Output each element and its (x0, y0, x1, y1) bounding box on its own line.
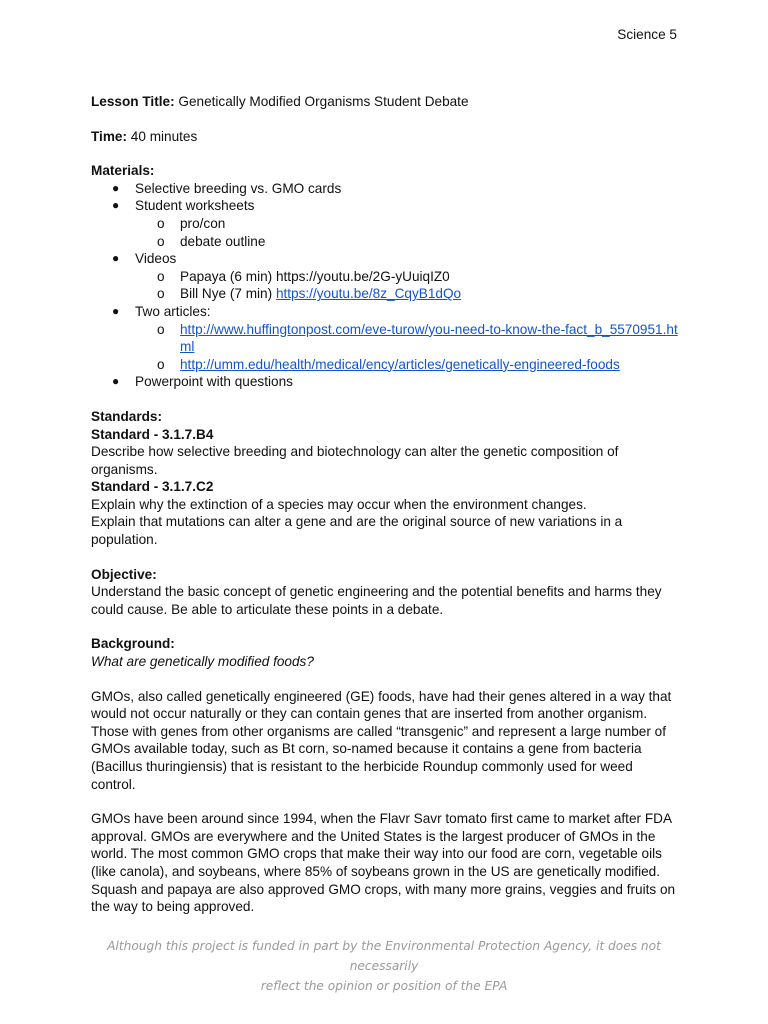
background-paragraph-2: GMOs have been around since 1994, when the Flavr Savr tomato first came to market after FDA approval. GMOs are everywhere and the United States is the largest producer of GMOs in the world. The most common GMO crops that make their way into our food are corn, vegetable oils (like canola), and soybeans, where 85% of soybeans grown in the US are genetically modified. Squash and papaya are also approved GMO crops, with many more grains, veggies and fruits on the way to being approved. (91, 811, 676, 915)
sub-bullet-icon: o (157, 233, 165, 249)
lesson-plan (91, 93, 681, 916)
lesson-title-line (91, 93, 681, 111)
standard-2-text-1: Explain why the extinction of a species may occur when the environment changes. (91, 496, 587, 512)
sub-list (135, 215, 681, 250)
sub-list-item: o pro/con (157, 215, 226, 231)
sub-list (135, 321, 681, 374)
bullet-icon: ● (112, 180, 120, 195)
sub-bullet-icon: o (157, 215, 165, 231)
background-question: What are genetically modified foods? (91, 654, 314, 670)
sub-bullet-icon: o (157, 321, 165, 337)
bullet-icon: ● (112, 303, 120, 318)
bullet-icon: ● (112, 251, 120, 266)
sub-list-item (135, 268, 681, 286)
papaya-video: Papaya (6 min) https://youtu.be/2G-yUuiqIZ0 (180, 268, 450, 284)
sub-bullet-icon: o (157, 356, 165, 372)
umm-article-link[interactable]: http://umm.edu/health/medical/ency/articles/genetically-engineered-foods (180, 356, 620, 372)
objective-heading: Objective: (91, 566, 157, 582)
objective-text: Understand the basic concept of genetic engineering and the potential benefits and harms they could cause. Be able to articulate these points in a debate. (91, 584, 662, 617)
disclaimer-line-1: Although this project is funded in part by the Environmental Protection Agency, it does not necessarily (107, 939, 661, 973)
lesson-title-label: Lesson Title: (91, 94, 175, 109)
sub-bullet-icon: o (157, 286, 165, 302)
sub-list (135, 268, 681, 303)
funding-disclaimer (90, 936, 678, 996)
sub-list-item: o debate outline (157, 233, 266, 249)
sub-list-item: o Bill Nye (7 min) https://youtu.be/8z_CqyB1dQo (157, 286, 462, 302)
huffingtonpost-article-link[interactable]: http://www.huffingtonpost.com/eve-turow/you-need-to-know-the-fact_b_5570951.html (180, 321, 678, 355)
standard-2-text-2: Explain that mutations can alter a gene and are the original source of new variations in a population. (91, 514, 623, 548)
sub-list-item (135, 321, 681, 356)
standard-1-text: Describe how selective breeding and biotechnology can alter the genetic composition of organisms. (91, 444, 619, 477)
time-line (91, 128, 681, 146)
sub-list-item (135, 356, 681, 374)
standard-2-title: Standard - 3.1.7.C2 (91, 479, 214, 495)
time-value: 40 minutes (130, 128, 198, 144)
list-item: ● Videos o Papaya (6 min) https://youtu.be/2G-yUuiqIZ0 o Bill Nye (7 min) https://youtu.be/8z_CqyB1dQo (91, 250, 681, 303)
standard-1-title: Standard - 3.1.7.B4 (91, 426, 214, 442)
list-item: ● Selective breeding vs. GMO cards (112, 180, 342, 196)
bullet-icon: ● (112, 374, 120, 389)
background-heading: Background: (91, 636, 175, 652)
disclaimer-line-2: reflect the opinion or position of the EPA (260, 979, 508, 993)
background-paragraph-1: GMOs, also called genetically engineered (GE) foods, have had their genes altered in a way that would not occur naturally or they can contain genes that are inserted from another organism. Those with genes from other organisms are called “transgenic” and represent a large number of GMOs available today, such as Bt corn, so-named because it contains a gene from bacteria (Bacillus thuringiensis) that is resistant to the herbicide Roundup commonly used for weed control. (91, 688, 672, 792)
bill-nye-video-link[interactable]: https://youtu.be/8z_CqyB1dQo (275, 286, 462, 302)
list-item: ● Powerpoint with questions (112, 374, 293, 390)
bullet-icon: ● (112, 198, 120, 213)
materials-list (91, 180, 681, 391)
standards-heading: Standards: (91, 408, 163, 424)
materials-heading: Materials: (91, 163, 155, 179)
sub-bullet-icon: o (157, 268, 165, 284)
list-item: ● Student worksheets o pro/con o debate outline (91, 197, 681, 250)
time-label: Time: (91, 128, 128, 144)
lesson-title: Genetically Modified Organisms Student Debate (178, 94, 469, 109)
page-header: Science 5 (617, 27, 677, 42)
list-item: ● Two articles: o http://www.huffingtonpost.com/eve-turow/you-need-to-know-the-fact_b_5570951.html o http://umm.edu/health/medical/ency/articles/genetically-engineered-foods (91, 303, 681, 373)
